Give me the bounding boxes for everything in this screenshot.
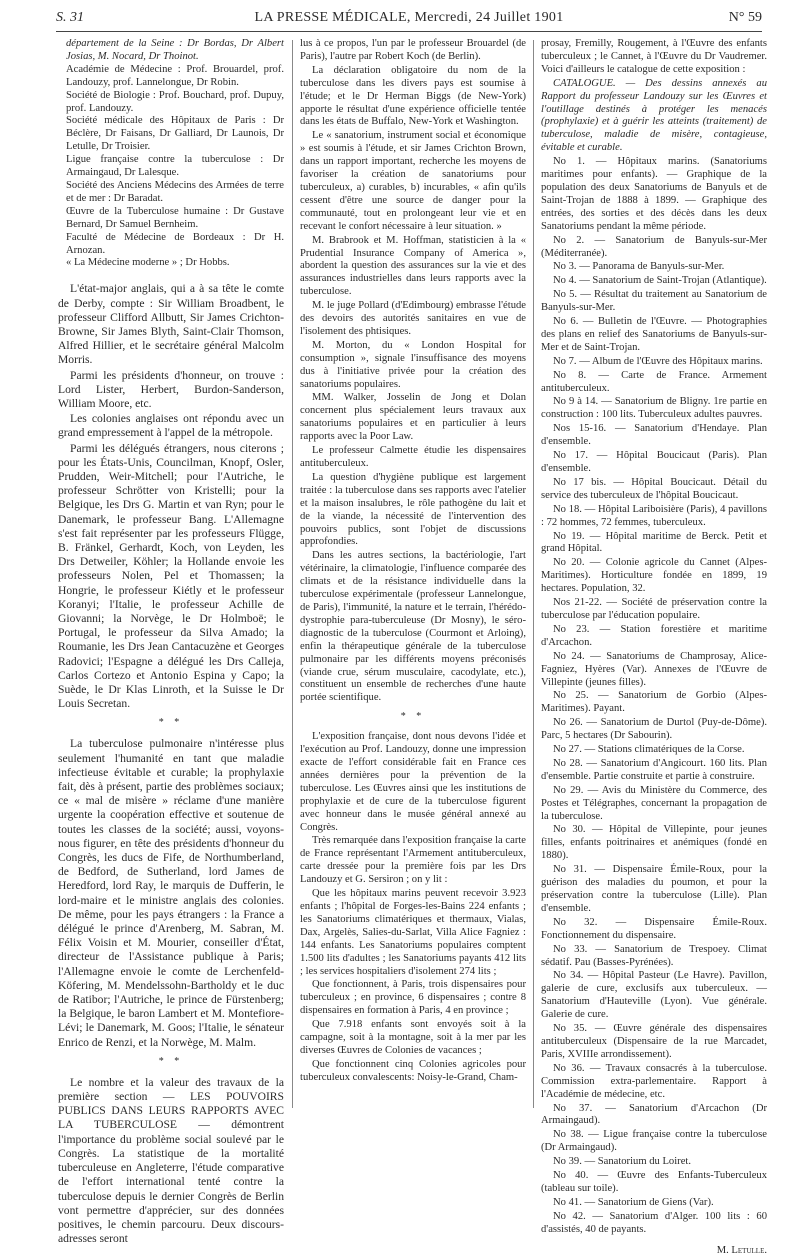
committee-entry: Académie de Médecine : Prof. Brouardel, prof. Landouzy, prof. Lannelongue, Dr Robin.	[66, 63, 284, 88]
paragraph: Que les hôpitaux marins peuvent recevoir 3.923 enfants ; l'hôpital de Forges-les-Bains 224 enfants ; les Sanatoriums climatériques et thermaux, Vialas, Dax, Argelès, Salies-du-Sarlat, Villa Alice Fagniez : 144 enfants. Les Sanatoriums populaires comptent 1.500 lits d'adultes ; les Sanatoriums payants 412 lits ; les services hospitaliers d'isolement 274 lits ;	[300, 888, 526, 977]
column-2	[300, 38, 526, 1110]
committee-entry: « La Médecine moderne » ; Dr Hobbs.	[66, 257, 230, 269]
paragraph: Le professeur Calmette étudie les dispensaires antituberculeux.	[300, 445, 526, 469]
column-divider	[533, 40, 534, 1108]
paragraph: La déclaration obligatoire du nom de la tuberculose dans les divers pays est soumise à l'étude; et le Dr Herman Biggs (de New-York) apporte le résultat d'une expérience officielle tentée dans les états de Buffalo, New-York et Washington.	[300, 64, 526, 128]
column-3	[541, 38, 767, 1256]
catalogue-item: No 20. — Colonie agricole du Cannet (Alpes-Maritimes). Horticulture fondée en 1899, 19 hectares. Population, 32.	[541, 557, 767, 595]
catalogue-item: No 3. — Panorama de Banyuls-sur-Mer.	[553, 261, 725, 273]
catalogue-item: No 19. — Hôpital maritime de Berck. Petit et grand Hôpital.	[541, 530, 767, 555]
column-1	[58, 38, 284, 1246]
catalogue-item: No 37. — Sanatorium d'Arcachon (Dr Armaingaud).	[541, 1102, 767, 1127]
catalogue-item: No 7. — Album de l'Œuvre des Hôpitaux marins.	[553, 355, 763, 367]
catalogue-item: No 25. — Sanatorium de Gorbio (Alpes-Maritimes). Payant.	[541, 690, 767, 715]
paragraph: Que fonctionnent cinq Colonies agricoles pour tuberculeux convalescents: Noisy-le-Grand, Cham-	[300, 1058, 526, 1083]
catalogue-item: No 17. — Hôpital Boucicaut (Paris). Plan d'ensemble.	[541, 450, 767, 474]
paragraph: Très remarquée dans l'exposition française la carte de France représentant l'Armement antituberculeux, carte dressée pour la première fois par les Drs Landouzy et G. Sersiron ; on y lit :	[300, 835, 526, 886]
paragraph: lus à ce propos, l'un par le professeur Brouardel (de Paris), l'autre par Robert Koch (de Berlin).	[300, 38, 526, 62]
section-label: S. 31	[56, 10, 84, 25]
paragraph: La question d'hygiène publique est largement traitée : la tuberculose dans ses rapports avec l'atelier et la maison insalubres, le rôle pathogène du lait et de la viande, la nécessité de l'intervention des pouvoirs publics, sont l'objet de discussions approfondies.	[300, 471, 526, 548]
catalogue-item: No 26. — Sanatorium de Durtol (Puy-de-Dôme). Parc, 5 hectares (Dr Sabourin).	[541, 717, 767, 742]
paragraph: L'état-major anglais, qui a à sa tête le comte de Derby, compte : Sir William Broadbent, le professeur Clifford Allbutt, Sir James Crichton-Browne, Sir James Blyth, Saint-Clair Thomson, Alfred Hillier, et le secrétaire général Malcolm Morris.	[58, 282, 284, 367]
catalogue-item: No 18. — Hôpital Lariboisière (Paris), 4 pavillons : 72 hommes, 72 femmes, tuberculeux.	[541, 503, 767, 528]
column-divider	[292, 40, 293, 1108]
paragraph: Que 7.918 enfants sont envoyés soit à la campagne, soit à la montagne, soit à la mer par les diverses Œuvres de Colonies de vacances ;	[300, 1019, 526, 1056]
paragraph: La tuberculose pulmonaire n'intéresse plus seulement l'humanité en tant que maladie infectieuse évitable et curable; la prophylaxie fait, dès à présent, partie des problèmes sociaux; ce « mal de misère » réclame d'une manière urgente la coopération effective et soutenue de toutes les classes de la société; aussi, voyons-nous figurer, en tête des présidents d'honneur du Congrès, les ducs de Fife, de Northumberland, de Bedford, de Sutherland, lord James de Heredford, lord Ray, le marquis de Dufferin, le lord-maire et le ministre anglais des colonies. De même, pour les pays étrangers : la France a délégué le prince d'Arenberg, M. Sabran, M. Félix Voisin et M. Mourier, conseiller d'État, directeur de l'Assistance publique à Paris; l'Allemagne envoie le comte de Lerchenfeld-Köfering, M. Mendelssohn-Bartholdy et le duc de Ratibor; l'Autriche, le prince de Fürstenberg; la Belgique, le baron Lambert et M. Montefiore-Lévi; le Danemark, M. Goos; l'Italie, le sénateur Enrico de Renzi, et la Norwège, M. Malm.	[58, 737, 284, 1049]
catalogue-item: No 34. — Hôpital Pasteur (Le Havre). Pavillon, galerie de cure, exclusifs aux tuberculeux. — Sanatorium d'Hauteville (Lyon). Vue générale. Galerie de cure.	[541, 970, 767, 1021]
catalogue-item: No 24. — Sanatoriums de Champrosay, Alice-Fagniez, Hyères (Var). Annexes de l'Œuvre de Villepinte (jeunes filles).	[541, 650, 767, 688]
committee-entry: Société des Anciens Médecins des Armées de terre et de mer : Dr Baradat.	[66, 179, 284, 204]
committee-entry: Faculté de Médecine de Bordeaux : Dr H. Arnozan.	[66, 231, 284, 256]
catalogue-item: No 32. — Dispensaire Émile-Roux. Fonctionnement du dispensaire.	[541, 916, 767, 941]
catalogue-item: No 8. — Carte de France. Armement antituberculeux.	[541, 369, 767, 394]
paragraph: M. Morton, du « London Hospital for consumption », signale l'insuffisance des moyens dus à l'initiative privée pour la création des sanatoriums populaires.	[300, 339, 526, 390]
catalogue-item: Nos 21-22. — Société de préservation contre la tuberculose par l'éducation populaire.	[541, 597, 767, 621]
catalogue-item: No 36. — Travaux consacrés à la tuberculose. Commission extra-parlementaire. Rapport à l'Académie de médecine, etc.	[541, 1062, 767, 1100]
catalogue-item: Nos 15-16. — Sanatorium d'Hendaye. Plan d'ensemble.	[541, 423, 767, 448]
catalogue-item: No 17 bis. — Hôpital Boucicaut. Détail du service des tuberculeux de l'hôpital Boucicaut.	[541, 476, 767, 501]
committee-entry: Société de Biologie : Prof. Bouchard, prof. Dupuy, prof. Landouzy.	[66, 89, 284, 114]
paragraph: prosay, Fremilly, Rougement, à l'Œuvre des enfants tuberculeux ; le Cannet, à l'Œuvre du Dr Vaudremer. Voici d'ailleurs le catalogue de cette exposition :	[541, 38, 767, 75]
paragraph: Dans les autres sections, la bactériologie, l'art vétérinaire, la climatologie, l'influence comparée des climats et de la résistance individuelle dans la tuberculose expérimentale (professeur Lannelongue, de Paris), l'immunité, la nature et le terrain, l'hérédo-dystrophie para-tuberculeuse (Dr Mosny), le séro-diagnostic de la tuberculose (Courmont et Arloing), enfin la thérapeutique générale de la tuberculose pulmonaire par les différents moyens préconisés (viande crue, sérum musculaire, cacodylate, etc.), constituent un ensemble de recherches d'une haute portée scientifique.	[300, 550, 526, 704]
catalogue-item: No 35. — Œuvre générale des dispensaires antituberculeux (Dispensaire de la rue Marcadet, Paris, XVIIIe arrondissement).	[541, 1023, 767, 1060]
section-separator: * *	[400, 711, 426, 723]
header-rule	[56, 31, 762, 32]
page-header	[56, 6, 762, 32]
committee-entry: Œuvre de la Tuberculose humaine : Dr Gustave Bernard, Dr Samuel Bernheim.	[66, 205, 284, 230]
catalogue-item: No 2. — Sanatorium de Banyuls-sur-Mer (Méditerranée).	[541, 234, 767, 259]
paragraph: MM. Walker, Josselin de Jong et Dolan concernent plus spécialement leurs travaux aux sanatoriums populaires et en particulier à leurs rapports avec la Poor Law.	[300, 392, 526, 443]
catalogue-item: No 23. — Station forestière et maritime d'Arcachon.	[541, 623, 767, 648]
paragraph: Le « sanatorium, instrument social et économique » est soumis à l'étude, et sir James Crichton Brown, dans un rapport important, recherche les moyens de favoriser la création de sanatoriums pour tuberculeux, a) curables, b) incurables, « afin qu'ils cessent d'être une source de danger pour la communauté, tout en prolongeant leur vie et en recevant le confort nécessaire à leur situation. »	[300, 130, 526, 232]
catalogue-item: No 31. — Dispensaire Émile-Roux, pour la guérison des maladies du poumon, et pour la préservation contre la tuberculose (Lille). Plan d'ensemble.	[541, 864, 767, 914]
paragraph: Le nombre et la valeur des travaux de la première section — LES POUVOIRS PUBLICS DANS LEURS RAPPORTS AVEC LA TUBERCULOSE — démontrent l'importance du problème social soulevé par le Congrès. La statistique de la mortalité tuberculeuse en Angleterre, l'étude comparative de l'effort international tenté contre la tuberculose depuis le dernier Congrès de Berlin vont permettre d'apprécier, sur des données positives, le chemin parcouru. Deux discours-adresses seront	[58, 1075, 284, 1246]
paragraph: Que fonctionnent, à Paris, trois dispensaires pour tuberculeux ; en province, 6 dispensaires ; contre 8 dispensaires en formation à Paris, 4 en province ;	[300, 979, 526, 1017]
page-number: N° 59	[728, 10, 762, 25]
catalogue-item: No 9 à 14. — Sanatorium de Bligny. 1re partie en construction : 100 lits. Tuberculeux adultes pauvres.	[541, 396, 767, 421]
catalogue-heading: CATALOGUE. — Des dessins annexés au Rapport du professeur Landouzy sur les Œuvres et l'outillage destinés à protéger les menacés (prophylaxie) et à guérir les atteints (traitement) de tuberculose, maladie de misère, contagieuse, évitable et curable.	[541, 77, 767, 154]
catalogue-item: No 33. — Sanatorium de Trespoey. Climat sédatif. Pau (Basses-Pyrénées).	[541, 943, 767, 968]
catalogue-item: No 39. — Sanatorium du Loiret.	[553, 1156, 691, 1168]
catalogue-list	[541, 156, 767, 1236]
paragraph: Parmi les délégués étrangers, nous citerons ; pour les États-Unis, Councilman, Knopf, Osler, Prudden, Weir-Mitchell; pour l'Autriche, le professeur Schrötter von Kristelli; pour la Belgique, les Drs G. Martin et van Ryn; pour le Danemark, le professeur Bang. L'Allemagne s'est fait représenter par les professeurs Flügge, B. Fränkel, Gerhardt, Koch, von Leyden, les Drs Detweiler, Köhler; la Hollande envoie les professeurs Nolen, Pel et Thomassen; la Hongrie, le professeur Kiétly et le professeur Koranyi; l'Italie, le professeur Achille de Giovanni; la Norvège, le Dr Holmboë; le Portugal, le professeur da Silva Amado; la Roumanie, les Drs Jean Cantacuzène et Georges Radovici; l'Espagne a délégué les Drs Calleja, Carlos Cortezo et Antonio Espina y Capo; la Suède, le Dr Klas Linroth, et la Suisse le Dr Louis Secretan.	[58, 441, 284, 711]
section-separator: * *	[158, 1055, 184, 1067]
catalogue-item: No 27. — Stations climatériques de la Corse.	[553, 744, 745, 756]
catalogue-item: No 42. — Sanatorium d'Alger. 100 lits : 60 d'assistés, 40 de payants.	[541, 1210, 767, 1235]
catalogue-item: No 4. — Sanatorium de Saint-Trojan (Atlantique).	[553, 275, 767, 287]
catalogue-item: No 40. — Œuvre des Enfants-Tuberculeux (tableau sur toile).	[541, 1170, 767, 1194]
catalogue-item: No 6. — Bulletin de l'Œuvre. — Photographies des plans en relief des Sanatoriums de Banyuls-sur-Mer et de Saint-Trojan.	[541, 316, 767, 353]
catalogue-item: No 29. — Avis du Ministère du Commerce, des Postes et Télégraphes, concernant la propagation de la tuberculose.	[541, 784, 767, 822]
catalogue-item: No 30. — Hôpital de Villepinte, pour jeunes filles, enfants poitrinaires et anémiques (fondé en 1880).	[541, 824, 767, 862]
committee-entry: Société médicale des Hôpitaux de Paris : Dr Béclère, Dr Faisans, Dr Galliard, Dr Launois, Dr Letulle, Dr Troisier.	[66, 115, 284, 153]
journal-title: LA PRESSE MÉDICALE, Mercredi, 24 Juillet 1901	[254, 10, 564, 25]
committee-list	[58, 38, 284, 270]
section-separator: * *	[158, 717, 184, 729]
author-signature: M. Letulle.	[716, 1244, 767, 1256]
paragraph: Parmi les présidents d'honneur, on trouve : Lord Lister, Herbert, Burdon-Sanderson, William Moore, etc.	[58, 368, 284, 410]
catalogue-item: No 38. — Ligue française contre la tuberculose (Dr Armaingaud).	[541, 1129, 767, 1154]
catalogue-item: No 41. — Sanatorium de Giens (Var).	[553, 1196, 714, 1208]
paragraph: M. le juge Pollard (d'Edimbourg) embrasse l'étude des devoirs des autorités sanitaires en vue de l'isolement des phtisiques.	[300, 300, 526, 337]
paragraph: M. Brabrook et M. Hoffman, statisticien à la « Prudential Insurance Company of America », abordent la question des assurances sur la vie et des assurances industrielles dans leurs rapports avec la tuberculose.	[300, 234, 526, 298]
catalogue-item: No 1. — Hôpitaux marins. (Sanatoriums maritimes pour enfants). — Graphique de la population des deux Sanatoriums de Banyuls et de Saint-Trojan de 1888 à 1899. — Graphique des entrées, des sorties et des décès dans les deux Sanatoriums pendant la même période.	[541, 156, 767, 232]
catalogue-item: No 28. — Sanatorium d'Angicourt. 160 lits. Plan d'ensemble. Partie construite et partie à construire.	[541, 757, 767, 782]
paragraph: L'exposition française, dont nous devons l'idée et l'exécution au Prof. Landouzy, donne une impression exacte de l'effort considérable fait en France ces années dernières pour la prévention de la tuberculose. Les Œuvres ainsi que les institutions de prophylaxie et de cure de la tuberculose figurent avec honneur dans le musée général annexé au Congrès.	[300, 731, 526, 833]
paragraph: Les colonies anglaises ont répondu avec un grand empressement à l'appel de la métropole.	[58, 412, 284, 440]
committee-entry: Ligue française contre la tuberculose : Dr Armaingaud, Dr Lalesque.	[66, 154, 284, 179]
committee-entry: département de la Seine : Dr Bordas, Dr Albert Josias, M. Nocard, Dr Thoinot.	[66, 38, 284, 62]
catalogue-item: No 5. — Résultat du traitement au Sanatorium de Banyuls-sur-Mer.	[541, 289, 767, 314]
